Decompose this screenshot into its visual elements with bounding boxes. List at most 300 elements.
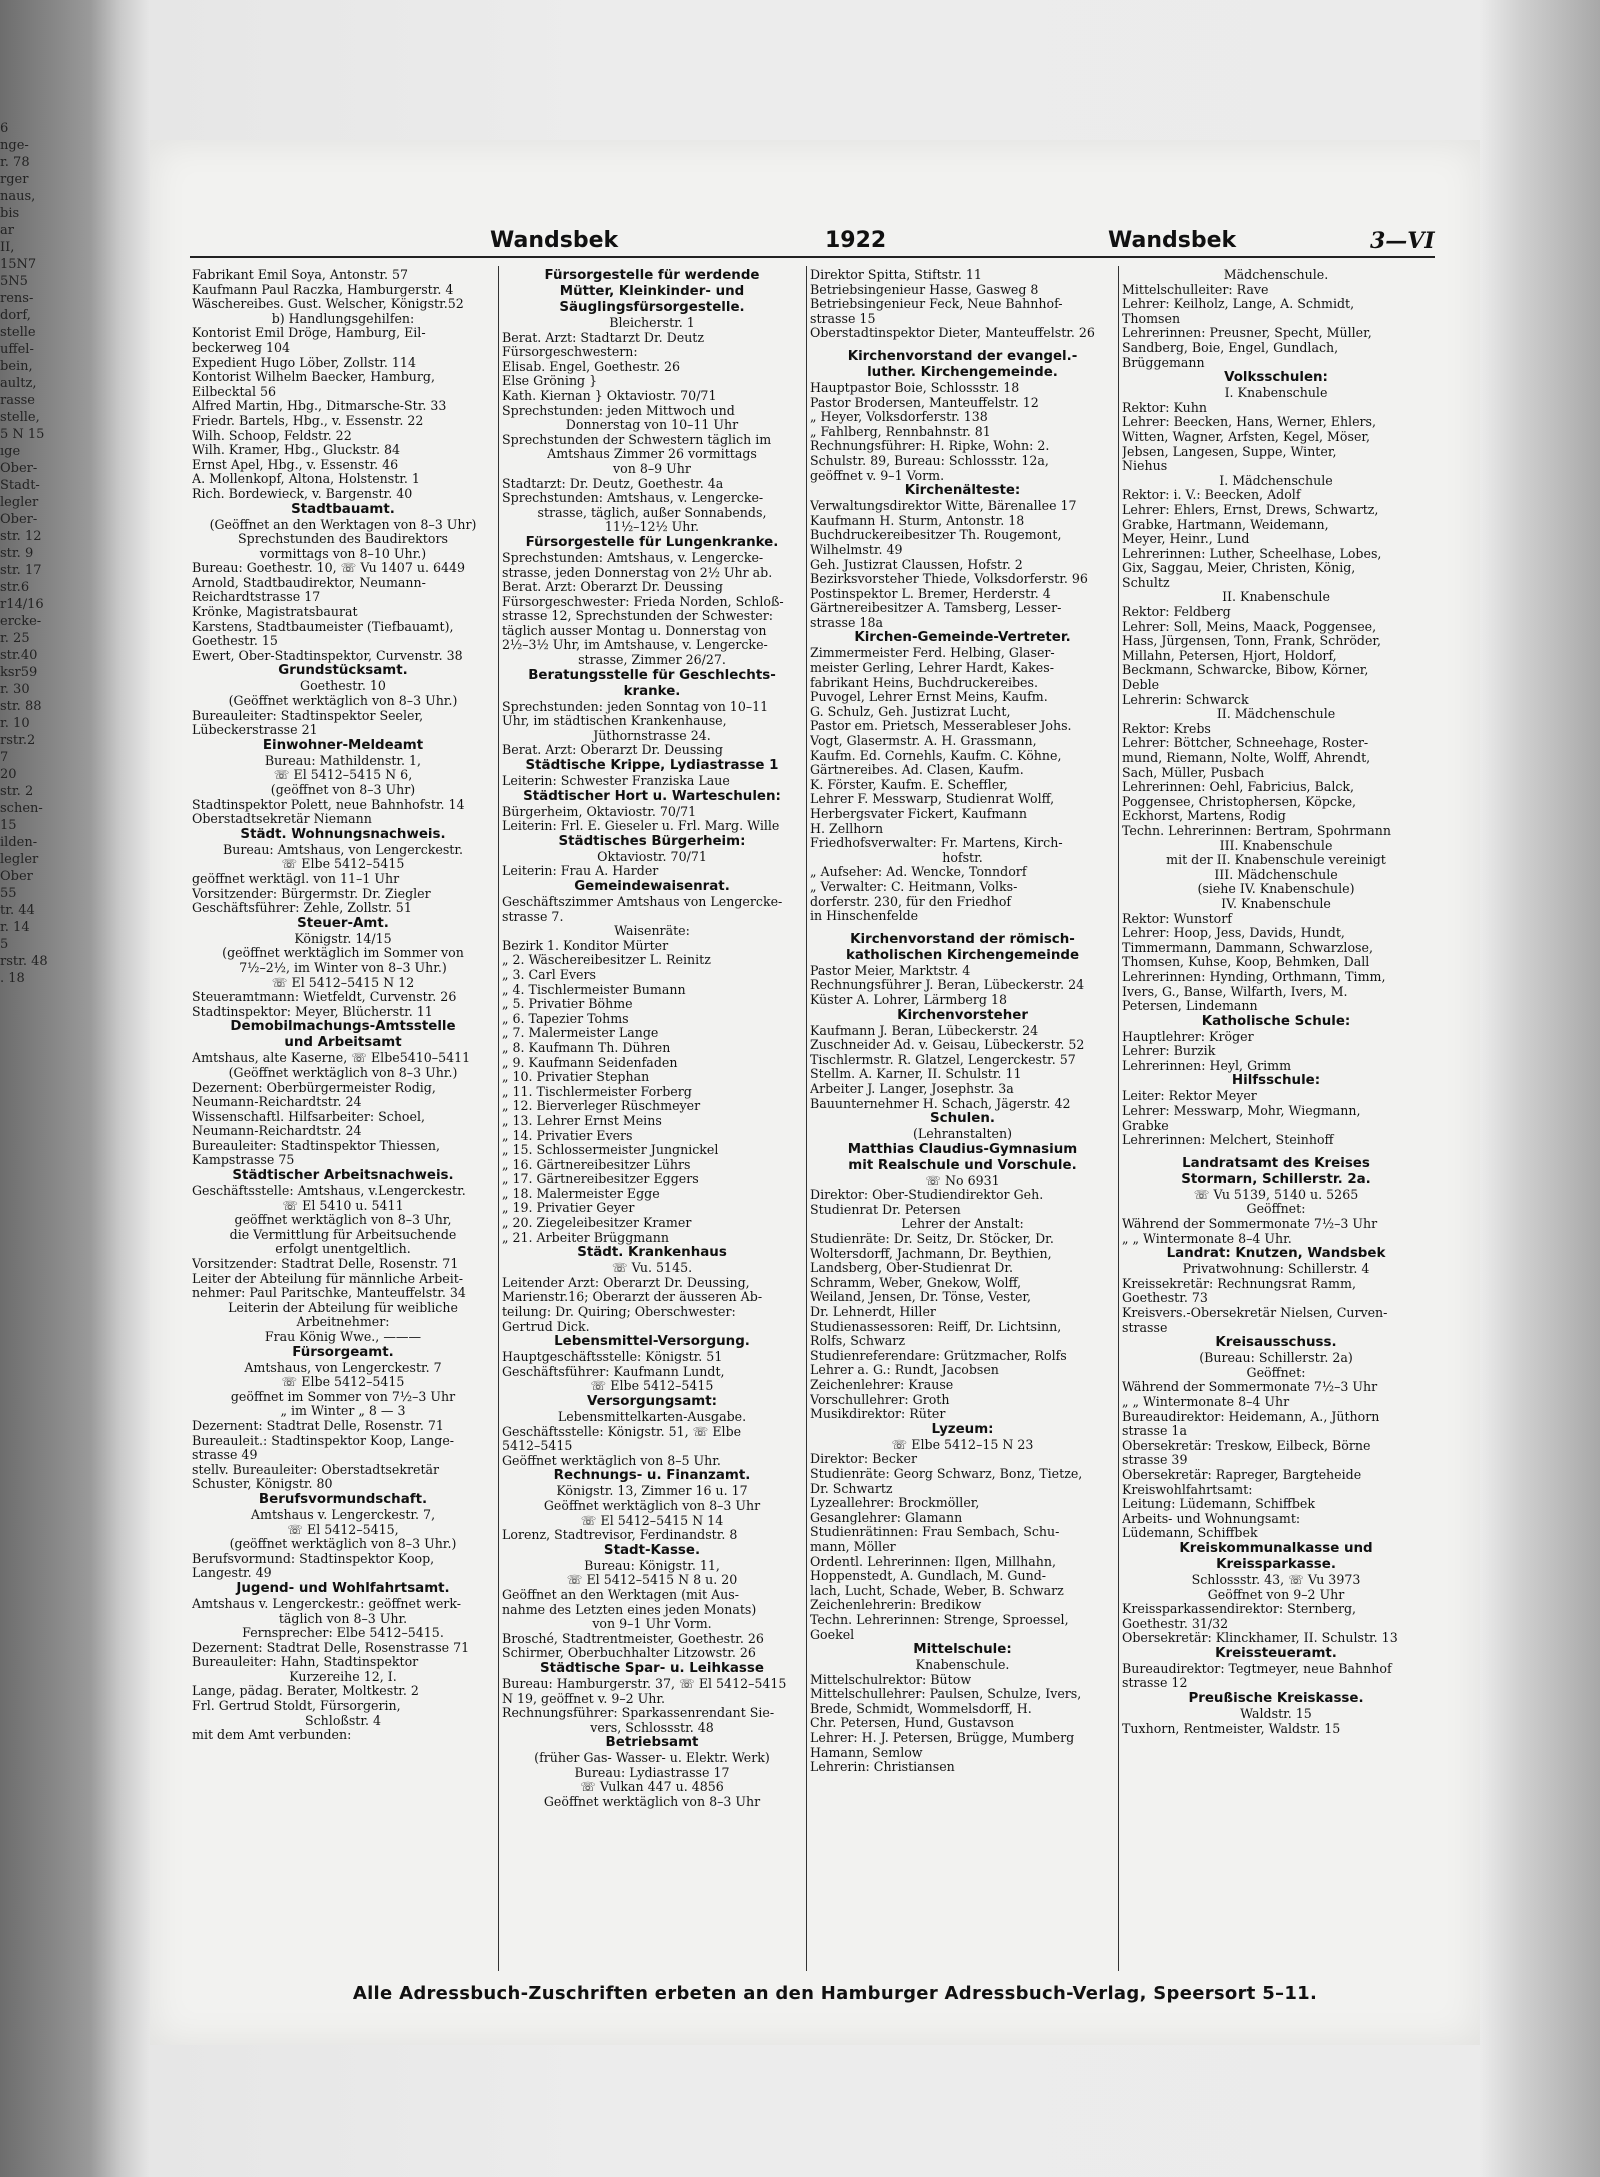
section-heading: Stadtbauamt.: [291, 501, 395, 517]
entry-line: „ 14. Privatier Evers: [502, 1128, 633, 1143]
section-heading: Stormarn, Schillerstr. 2a.: [1181, 1171, 1371, 1187]
entry-line: Berat. Arzt: Oberarzt Dr. Deussing: [502, 743, 723, 758]
section-heading: luther. Kirchengemeinde.: [867, 364, 1058, 380]
entry-line: Elisab. Engel, Goethestr. 26: [502, 359, 681, 374]
edge-fragment: dorf,: [0, 308, 31, 323]
entry-line: Pastor Meier, Marktstr. 4: [810, 963, 971, 978]
entry-line: Sprechstunden: Amtshaus, v. Lengercke-: [502, 550, 764, 565]
entry-line: Lehrer: Keilholz, Lange, A. Schmidt,: [1122, 297, 1355, 312]
entry-line: Sprechstunden: jeden Sonntag von 10–11: [502, 699, 769, 714]
entry-line: Leiterin: Frl. E. Gieseler u. Frl. Marg. Wille: [502, 819, 780, 834]
entry-line: Lehrer: Böttcher, Schneehage, Roster-: [1122, 736, 1369, 751]
entry-line: geöffnet werktägl. von 11–1 Uhr: [192, 871, 400, 886]
entry-line: Brosché, Stadtrentmeister, Goethestr. 26: [502, 1631, 764, 1646]
entry-line: III. Knabenschule: [1219, 838, 1333, 853]
entry-line: Schloßstr. 4: [305, 1713, 381, 1728]
entry-line: Techn. Lehrerinnen: Strenge, Sproessel,: [810, 1612, 1069, 1627]
section-heading: Katholische Schule:: [1201, 1013, 1351, 1029]
entry-line: Dr. Lehnerdt, Hiller: [810, 1305, 936, 1320]
entry-line: „ 10. Privatier Stephan: [502, 1070, 650, 1085]
entry-line: Betriebsingenieur Feck, Neue Bahnhof-: [810, 297, 1063, 312]
entry-line: Vogt, Glasermstr. A. H. Grassmann,: [810, 734, 1037, 749]
edge-fragment: 6: [0, 121, 9, 136]
edge-fragment: . 18: [0, 971, 25, 986]
entry-line: beckerweg 104: [192, 340, 291, 355]
column-divider: [1118, 266, 1119, 1971]
entry-line: Goethestr. 31/32: [1122, 1616, 1229, 1631]
section-heading: Landratsamt des Kreises: [1182, 1155, 1370, 1171]
entry-line: Waisenräte:: [614, 924, 690, 939]
entry-line: Bureaudirektor: Heidemann, A., Jüthorn: [1122, 1409, 1380, 1424]
entry-line: strasse 12: [1122, 1676, 1188, 1691]
section-heading: Städtisches Bürgerheim:: [558, 833, 746, 849]
entry-line: „ 2. Wäschereibesitzer L. Reinitz: [502, 953, 711, 968]
entry-line: Königstr. 13, Zimmer 16 u. 17: [556, 1484, 748, 1499]
entry-line: Direktor: Becker: [810, 1452, 918, 1467]
entry-line: Friedhofsverwalter: Fr. Martens, Kirch-: [810, 836, 1063, 851]
entry-line: Kreissparkassendirektor: Sternberg,: [1122, 1602, 1357, 1617]
entry-line: mund, Riemann, Nolte, Wolff, Ahrendt,: [1122, 751, 1371, 765]
entry-line: mit dem Amt verbunden:: [192, 1728, 352, 1743]
section-heading: Kreissteueramt.: [1215, 1645, 1337, 1661]
entry-line: vers, Schlossstr. 48: [590, 1720, 714, 1735]
entry-line: Kaufm. Ed. Cornehls, Kaufm. C. Köhne,: [810, 748, 1062, 763]
entry-line: Bureauleit.: Stadtinspektor Koop, Lange-: [192, 1433, 455, 1448]
entry-line: Lehrer: Hoop, Jess, Davids, Hundt,: [1122, 926, 1345, 941]
entry-line: lach, Lucht, Schade, Weber, B. Schwarz: [810, 1583, 1064, 1598]
entry-line: „ „ Wintermonate 8–4 Uhr.: [1122, 1231, 1292, 1246]
entry-line: stellv. Bureauleiter: Oberstadtsekretär: [192, 1462, 440, 1477]
entry-line: K. Förster, Kaufm. E. Scheffler,: [810, 777, 1008, 792]
entry-line: „ 18. Malermeister Egge: [502, 1186, 660, 1201]
entry-line: Schirmer, Oberbuchhalter Litzowstr. 26: [502, 1646, 756, 1661]
edge-fragment: stelle: [0, 325, 36, 340]
entry-line: Geschäftsstelle: Königstr. 51, ☏ Elbe: [502, 1424, 742, 1439]
entry-line: Geöffnet:: [1246, 1202, 1306, 1217]
entry-line: „ Heyer, Volksdorferstr. 138: [810, 410, 988, 425]
entry-line: Privatwohnung: Schillerstr. 4: [1182, 1262, 1370, 1277]
entry-line: Direktor Spitta, Stiftstr. 11: [810, 268, 982, 282]
entry-line: strasse 18a: [810, 615, 883, 630]
entry-line: Rechnungsführer: H. Ripke, Wohn: 2.: [810, 439, 1050, 454]
edge-fragment: ar: [0, 223, 14, 238]
entry-line: III. Mädchenschule: [1214, 867, 1338, 882]
entry-line: N 19, geöffnet v. 9–2 Uhr.: [502, 1691, 666, 1706]
footer-notice: Alle Adressbuch-Zuschriften erbeten an den Hamburger Adressbuch-Verlag, Speersort 5–11.: [352, 1983, 1318, 2004]
entry-line: Wissenschaftl. Hilfsarbeiter: Schoel,: [192, 1109, 426, 1124]
entry-line: Lehrer a. G.: Rundt, Jacobsen: [810, 1363, 999, 1378]
entry-line: Amtshaus, alte Kaserne, ☏ Elbe5410–5411: [192, 1051, 471, 1066]
section-heading: Lyzeum:: [931, 1421, 994, 1437]
entry-line: geöffnet v. 9–1 Vorm.: [810, 468, 945, 483]
entry-line: Gix, Saggau, Meier, Christen, König,: [1122, 561, 1356, 576]
edge-fragment: 5: [0, 937, 9, 952]
entry-line: Amtshaus v. Lengerckestr. 7,: [250, 1507, 436, 1522]
entry-line: Zeichenlehrer: Krause: [810, 1378, 954, 1392]
entry-line: ☏ El 5410 u. 5411: [282, 1198, 404, 1213]
entry-line: Woltersdorff, Jachmann, Dr. Beythien,: [810, 1246, 1052, 1261]
entry-line: Bureauleiter: Stadtinspektor Seeler,: [192, 708, 424, 723]
section-heading: Matthias Claudius-Gymnasium: [847, 1141, 1078, 1157]
entry-line: Ernst Apel, Hbg., v. Essenstr. 46: [192, 457, 399, 472]
entry-line: ☏ El 5412–5415 N 8 u. 20: [566, 1573, 738, 1588]
entry-line: Vorsitzender: Bürgermstr. Dr. Ziegler: [192, 886, 431, 901]
entry-line: Geschäftsstelle: Amtshaus, v.Lengerckestr.: [192, 1184, 466, 1199]
section-heading: Einwohner-Meldeamt: [262, 737, 424, 753]
entry-line: Geöffnet werktäglich von 8–3 Uhr: [543, 1498, 761, 1513]
edge-fragment: stelle,: [0, 410, 40, 425]
edge-fragment: str. 17: [0, 563, 42, 578]
entry-line: Meyer, Heinr., Lund: [1122, 532, 1250, 547]
entry-line: Krönke, Magistratsbaurat: [192, 605, 358, 620]
entry-line: Niehus: [1122, 459, 1168, 474]
entry-line: „ 20. Ziegeleibesitzer Kramer: [502, 1216, 692, 1231]
edge-fragment: r. 10: [0, 716, 30, 731]
entry-line: Ordentl. Lehrerinnen: Ilgen, Millhahn,: [810, 1554, 1057, 1569]
entry-line: geöffnet im Sommer von 7½–3 Uhr: [230, 1389, 456, 1404]
edge-fragment: II,: [0, 240, 15, 255]
entry-line: Studienrätinnen: Frau Sembach, Schu-: [810, 1525, 1060, 1540]
entry-line: Kurzereihe 12, I.: [289, 1669, 397, 1684]
entry-line: II. Knabenschule: [1222, 590, 1330, 605]
entry-line: Dr. Schwartz: [810, 1481, 893, 1496]
entry-line: Sprechstunden: jeden Mittwoch und: [502, 403, 735, 418]
entry-line: Kreiswohlfahrtsamt:: [1122, 1482, 1253, 1497]
entry-line: Königstr. 14/15: [294, 931, 392, 946]
entry-line: G. Schulz, Geh. Justizrat Lucht,: [810, 704, 1011, 719]
section-heading: kranke.: [623, 683, 681, 699]
section-heading: Städtischer Arbeitsnachweis.: [232, 1168, 454, 1184]
entry-line: Jüthornstrasse 24.: [593, 728, 711, 743]
entry-line: Kontorist Wilhelm Baecker, Hamburg,: [192, 370, 435, 385]
entry-line: Schuster, Königstr. 80: [192, 1477, 333, 1492]
entry-line: Langestr. 49: [192, 1566, 272, 1581]
column-3: [810, 268, 1115, 1775]
entry-line: Witten, Wagner, Arfsten, Kegel, Möser,: [1122, 429, 1371, 444]
edge-fragment: 7: [0, 750, 9, 765]
entry-line: Fürsorgeschwestern:: [502, 345, 638, 360]
entry-line: Während der Sommermonate 7½–3 Uhr: [1122, 1217, 1378, 1232]
entry-line: Ewert, Ober-Stadtinspektor, Curvenstr. 38: [192, 648, 463, 663]
entry-line: Goekel: [810, 1627, 855, 1642]
entry-line: „ 17. Gärtnereibesitzer Eggers: [502, 1172, 699, 1187]
entry-line: Neumann-Reichardtstr. 24: [192, 1124, 362, 1139]
entry-line: Sandberg, Boie, Engel, Gundlach,: [1122, 340, 1339, 355]
section-heading: Hilfsschule:: [1231, 1073, 1321, 1089]
edge-fragment: Ober: [0, 869, 33, 884]
entry-line: „ 3. Carl Evers: [502, 967, 596, 982]
entry-line: Amtshaus, von Lengerckestr. 7: [244, 1360, 442, 1375]
entry-line: Leiter der Abteilung für männliche Arbeit-: [192, 1271, 464, 1286]
entry-line: Leitender Arzt: Oberarzt Dr. Deussing,: [502, 1275, 750, 1290]
entry-line: Leiterin der Abteilung für weibliche: [228, 1300, 458, 1315]
edge-fragment: schen-: [0, 801, 43, 816]
edge-fragment: 55: [0, 886, 17, 901]
edge-fragment: str.6: [0, 580, 30, 595]
entry-line: (geöffnet werktäglich von 8–3 Uhr.): [229, 1537, 457, 1552]
entry-line: ☏ Elbe 5412–5415: [590, 1379, 714, 1394]
entry-line: Zeichenlehrerin: Bredikow: [810, 1598, 982, 1613]
entry-line: (siehe IV. Knabenschule): [1197, 882, 1355, 897]
entry-line: strasse, jeden Donnerstag von 2½ Uhr ab.: [502, 565, 773, 580]
section-heading: Preußische Kreiskasse.: [1188, 1691, 1364, 1707]
entry-line: Geschäftsführer: Kaufmann Lundt,: [502, 1364, 725, 1379]
entry-line: Rich. Bordewieck, v. Bargenstr. 40: [192, 486, 413, 501]
entry-line: Lehrer: Beecken, Hans, Werner, Ehlers,: [1122, 415, 1377, 430]
entry-line: Lübeckerstrasse 21: [192, 723, 318, 738]
section-heading: Städtische Krippe, Lydiastrasse 1: [525, 758, 779, 774]
section-heading: Schulen.: [930, 1111, 995, 1127]
column-divider: [498, 266, 499, 1971]
entry-line: die Vermittlung für Arbeitsuchende: [229, 1227, 457, 1242]
entry-line: Amtshaus Zimmer 26 vormittags: [547, 447, 757, 462]
entry-line: Millahn, Petersen, Hjort, Holdorf,: [1122, 648, 1337, 663]
entry-line: ☏ Elbe 5412–5415: [281, 1375, 405, 1390]
entry-line: 7½–2½, im Winter von 8–3 Uhr.): [239, 960, 447, 975]
section-heading: Säuglingsfürsorgestelle.: [559, 300, 745, 315]
entry-line: I. Mädchenschule: [1219, 473, 1333, 488]
entry-line: Eilbecktal 56: [192, 384, 277, 399]
entry-line: Tischlermstr. R. Glatzel, Lengerckestr. 57: [810, 1052, 1076, 1067]
entry-line: Kreissekretär: Rechnungsrat Ramm,: [1122, 1276, 1356, 1291]
entry-line: Bureau: Goethestr. 10, ☏ Vu 1407 u. 6449: [192, 561, 465, 576]
entry-line: Deble: [1122, 678, 1160, 693]
header-right: Wandsbek: [1108, 228, 1237, 253]
edge-fragment: r. 25: [0, 631, 30, 646]
entry-line: „ Aufseher: Ad. Wencke, Tonndorf: [810, 865, 1027, 880]
entry-line: Techn. Lehrerinnen: Bertram, Spohrmann: [1122, 823, 1391, 838]
entry-line: Dezernent: Oberbürgermeister Rodig,: [192, 1080, 436, 1095]
entry-line: Schramm, Weber, Gnekow, Wolff,: [810, 1275, 1022, 1290]
entry-line: täglich ausser Montag u. Donnerstag von: [502, 623, 767, 638]
entry-line: teilung: Dr. Quiring; Oberschwester:: [502, 1305, 736, 1320]
edge-fragment: legler: [0, 495, 39, 510]
entry-line: Wilhelmstr. 49: [810, 542, 903, 557]
entry-line: ☏ Vu 5139, 5140 u. 5265: [1193, 1187, 1359, 1202]
entry-line: Bureaudirektor: Tegtmeyer, neue Bahnhof: [1122, 1661, 1392, 1676]
entry-line: (früher Gas- Wasser- u. Elektr. Werk): [534, 1751, 770, 1766]
entry-line: „ 6. Tapezier Tohms: [502, 1011, 629, 1026]
entry-line: Studienassessoren: Reiff, Dr. Lichtsinn,: [810, 1319, 1062, 1334]
section-heading: Berufsvormundschaft.: [258, 1491, 428, 1507]
entry-line: Vorschullehrer: Groth: [810, 1392, 950, 1407]
entry-line: I. Knabenschule: [1224, 386, 1328, 401]
entry-line: Hass, Jürgensen, Tonn, Frank, Schröder,: [1122, 634, 1382, 649]
edge-fragment: 20: [0, 767, 17, 782]
entry-line: Timmermann, Dammann, Schwarzlose,: [1122, 940, 1373, 955]
entry-line: Sprechstunden der Schwestern täglich im: [502, 432, 772, 447]
entry-line: dorferstr. 230, für den Friedhof: [810, 894, 1012, 909]
entry-line: Grabke, Hartmann, Weidemann,: [1122, 517, 1329, 532]
entry-line: von 8–9 Uhr: [613, 461, 691, 476]
entry-line: (Lehranstalten): [912, 1127, 1013, 1142]
edge-fragment: r. 14: [0, 920, 30, 935]
entry-line: Herbergsvater Fickert, Kaufmann: [810, 807, 1028, 821]
edge-fragment: bein,: [0, 359, 33, 374]
entry-line: Studienrat Dr. Petersen: [810, 1202, 961, 1217]
entry-line: „ Verwalter: C. Heitmann, Volks-: [810, 879, 1018, 894]
entry-line: Waldstr. 15: [1240, 1707, 1312, 1722]
entry-line: Kaufmann H. Sturm, Antonstr. 18: [810, 513, 1025, 528]
entry-line: strasse 39: [1122, 1453, 1188, 1468]
entry-line: Rektor: Krebs: [1122, 721, 1211, 736]
entry-line: Gärtnereibes. Ad. Clasen, Kaufm.: [810, 763, 1024, 778]
edge-fragment: rger: [0, 172, 29, 187]
entry-line: Rektor: i. V.: Beecken, Adolf: [1122, 488, 1301, 503]
entry-line: Goethestr. 73: [1122, 1291, 1208, 1306]
entry-line: Expedient Hugo Löber, Zollstr. 114: [192, 355, 416, 370]
edge-fragment: Ober-: [0, 512, 38, 527]
entry-line: Brüggemann: [1122, 355, 1205, 370]
entry-line: ☏ El 5412–5415,: [287, 1522, 399, 1537]
entry-line: Goethestr. 10: [300, 679, 386, 694]
section-heading: Demobilmachungs-Amtsstelle: [230, 1019, 456, 1035]
entry-line: Gärtnereibesitzer A. Tamsberg, Lesser-: [810, 601, 1062, 616]
entry-line: Else Gröning }: [502, 374, 598, 389]
section-heading: Stadt-Kasse.: [603, 1542, 701, 1558]
entry-line: Lehrerinnen: Luther, Scheelhase, Lobes,: [1122, 546, 1382, 561]
entry-line: 5412–5415: [502, 1439, 573, 1454]
column-2: [502, 268, 802, 1810]
section-heading: Beratungsstelle für Geschlechts-: [528, 667, 776, 683]
entry-line: Bureau: Lydiastrasse 17: [574, 1765, 730, 1780]
edge-fragment: str. 12: [0, 529, 42, 544]
section-heading: Städtische Spar- u. Leihkasse: [540, 1660, 764, 1676]
entry-line: „ 8. Kaufmann Th. Dühren: [502, 1040, 671, 1055]
edge-fragment: ksr59: [0, 665, 38, 680]
entry-line: H. Zellhorn: [810, 821, 884, 836]
entry-line: „ 7. Malermeister Lange: [502, 1026, 659, 1041]
entry-line: Stadtinspektor: Meyer, Blücherstr. 11: [192, 1004, 433, 1019]
entry-line: Mädchenschule.: [1223, 268, 1329, 282]
entry-line: Wäschereibes. Gust. Welscher, Königstr.52: [192, 297, 464, 312]
section-heading: Kirchenälteste:: [904, 483, 1021, 499]
section-heading: Kreissparkasse.: [1216, 1556, 1336, 1572]
entry-line: Landsberg, Ober-Studienrat Dr.: [810, 1261, 1014, 1276]
entry-line: Arbeits- und Wohnungsamt:: [1122, 1511, 1301, 1526]
entry-line: strasse 1a: [1122, 1424, 1187, 1439]
entry-line: „ „ Wintermonate 8–4 Uhr: [1122, 1394, 1290, 1409]
entry-line: Weiland, Jensen, Dr. Tönse, Vester,: [810, 1290, 1032, 1305]
entry-line: Geöffnet werktäglich von 8–5 Uhr.: [502, 1453, 721, 1468]
entry-line: ☏ El 5412–5415 N 12: [271, 975, 415, 990]
entry-line: „ 12. Bierverleger Rüschmeyer: [502, 1099, 701, 1114]
entry-line: Rechnungsführer J. Beran, Lübeckerstr. 24: [810, 978, 1085, 993]
entry-line: Beckmann, Schwarcke, Bibow, Körner,: [1122, 663, 1369, 678]
entry-line: Geschäftsführer: Zehle, Zollstr. 51: [192, 901, 412, 916]
entry-line: A. Mollenkopf, Altona, Holstenstr. 1: [192, 472, 420, 487]
edge-fragment: tr. 44: [0, 903, 35, 918]
entry-line: Dezernent: Stadtrat Delle, Rosenstrasse 71: [192, 1640, 470, 1655]
entry-line: Lehrer F. Messwarp, Studienrat Wolff,: [810, 792, 1055, 807]
entry-line: Verwaltungsdirektor Witte, Bärenallee 17: [810, 499, 1077, 514]
entry-line: Thomsen: [1122, 311, 1181, 326]
column-1: [192, 268, 494, 1743]
section-heading: Fürsorgestelle für werdende: [544, 268, 760, 283]
entry-line: Poggensee, Christophersen, Köpcke,: [1122, 794, 1357, 809]
entry-line: Direktor: Ober-Studiendirektor Geh.: [810, 1188, 1044, 1203]
entry-line: Alfred Martin, Hbg., Ditmarsche-Str. 33: [192, 399, 447, 414]
entry-line: Bezirksvorsteher Thiede, Volksdorferstr. 96: [810, 572, 1088, 587]
entry-line: Hauptgeschäftsstelle: Königstr. 51: [502, 1350, 723, 1365]
entry-line: II. Mädchenschule: [1216, 707, 1336, 722]
entry-line: „ Fahlberg, Rennbahnstr. 81: [810, 424, 991, 439]
entry-line: strasse 49: [192, 1448, 258, 1463]
edge-fragment: rstr.2: [0, 733, 36, 748]
entry-line: 2½–3½ Uhr, im Amtshause, v. Lengercke-: [502, 638, 768, 653]
section-heading: Volksschulen:: [1224, 370, 1328, 386]
section-heading: Kreiskommunalkasse und: [1179, 1540, 1373, 1556]
entry-line: Geöffnet an den Werktagen (mit Aus-: [502, 1587, 740, 1602]
entry-line: Bleicherstr. 1: [609, 316, 695, 330]
entry-line: Lehrerinnen: Melchert, Steinhoff: [1122, 1133, 1334, 1148]
entry-line: meister Gerling, Lehrer Hardt, Kakes-: [810, 661, 1054, 676]
entry-line: Lehrer: Ehlers, Ernst, Drews, Schwartz,: [1122, 502, 1379, 517]
section-heading: Gemeindewaisenrat.: [574, 879, 730, 894]
edge-fragment: r14/16: [0, 597, 44, 612]
entry-line: Lehrer: Burzik: [1122, 1044, 1216, 1059]
entry-line: Lyzeallehrer: Brockmöller,: [810, 1496, 980, 1511]
entry-line: Fürsorgeschwester: Frieda Norden, Schloß-: [502, 594, 784, 609]
entry-line: Hamann, Semlow: [810, 1745, 923, 1760]
section-heading: Städt. Krankenhaus: [577, 1245, 727, 1261]
entry-line: Lehrerinnen: Preusner, Specht, Müller,: [1122, 326, 1372, 341]
entry-line: ☏ El 5412–5415 N 14: [580, 1513, 724, 1528]
entry-line: Knabenschule.: [915, 1658, 1010, 1673]
entry-line: Fabrikant Emil Soya, Antonstr. 57: [192, 268, 408, 282]
entry-line: Lebensmittelkarten-Ausgabe.: [557, 1410, 747, 1424]
entry-line: von 9–1 Uhr Vorm.: [592, 1617, 712, 1632]
entry-line: Rektor: Wunstorf: [1122, 911, 1232, 926]
entry-line: Berat. Arzt: Oberarzt Dr. Deussing: [502, 580, 723, 595]
entry-line: Kaufmann J. Beran, Lübeckerstr. 24: [810, 1023, 1039, 1038]
entry-line: Kreisvers.-Obersekretär Nielsen, Curven-: [1122, 1306, 1388, 1320]
entry-line: Lehrerinnen: Oehl, Fabricius, Balck,: [1122, 780, 1355, 795]
entry-line: Obersekretär: Treskow, Eilbeck, Börne: [1122, 1438, 1371, 1453]
edge-fragment: Stadt-: [0, 478, 40, 493]
entry-line: Obersekretär: Rapreger, Bargteheide: [1122, 1467, 1362, 1482]
entry-line: „ 15. Schlossermeister Jungnickel: [502, 1143, 719, 1158]
section-heading: Kirchenvorsteher: [897, 1007, 1028, 1023]
entry-line: Chr. Petersen, Hund, Gustavson: [810, 1716, 1015, 1731]
edge-fragment: str.40: [0, 648, 38, 663]
entry-line: Bezirk 1. Konditor Mürter: [502, 938, 669, 953]
entry-line: Rolfs, Schwarz: [810, 1334, 905, 1349]
entry-line: Amtshaus v. Lengerckestr.: geöffnet werk-: [192, 1596, 461, 1611]
entry-line: täglich von 8–3 Uhr.: [278, 1611, 408, 1626]
section-heading: Fürsorgeamt.: [292, 1344, 394, 1360]
entry-line: (geöffnet von 8–3 Uhr): [270, 783, 416, 797]
entry-line: ☏ No 6931: [925, 1173, 1000, 1188]
entry-line: Studienräte: Georg Schwarz, Bonz, Tietze,: [810, 1466, 1083, 1481]
section-heading: Kirchen-Gemeinde-Vertreter.: [854, 630, 1071, 646]
entry-line: nehmer: Paul Paritschke, Manteuffelstr. 34: [192, 1286, 466, 1301]
entry-line: Thomsen, Kuhse, Koop, Behmken, Dall: [1122, 955, 1370, 970]
entry-line: Während der Sommermonate 7½–3 Uhr: [1122, 1380, 1378, 1395]
entry-line: Lüdemann, Schiffbek: [1122, 1526, 1258, 1541]
entry-line: Arbeitnehmer:: [296, 1315, 390, 1330]
entry-line: Lehrer der Anstalt:: [901, 1217, 1024, 1232]
entry-line: Geschäftszimmer Amtshaus von Lengercke-: [502, 895, 783, 909]
edge-fragment: 5N5: [0, 274, 28, 289]
entry-line: Neumann-Reichardtstr. 24: [192, 1095, 362, 1110]
entry-line: Lehrerinnen: Heyl, Grimm: [1122, 1058, 1292, 1073]
entry-line: Vorsitzender: Stadtrat Delle, Rosenstr. 71: [192, 1257, 459, 1272]
section-heading: Lebensmittel-Versorgung.: [554, 1334, 750, 1350]
header-page-number: 3—VI: [1370, 228, 1435, 254]
entry-line: (geöffnet werktäglich im Sommer von: [222, 946, 464, 961]
entry-line: „ 21. Arbeiter Brüggmann: [502, 1230, 669, 1245]
